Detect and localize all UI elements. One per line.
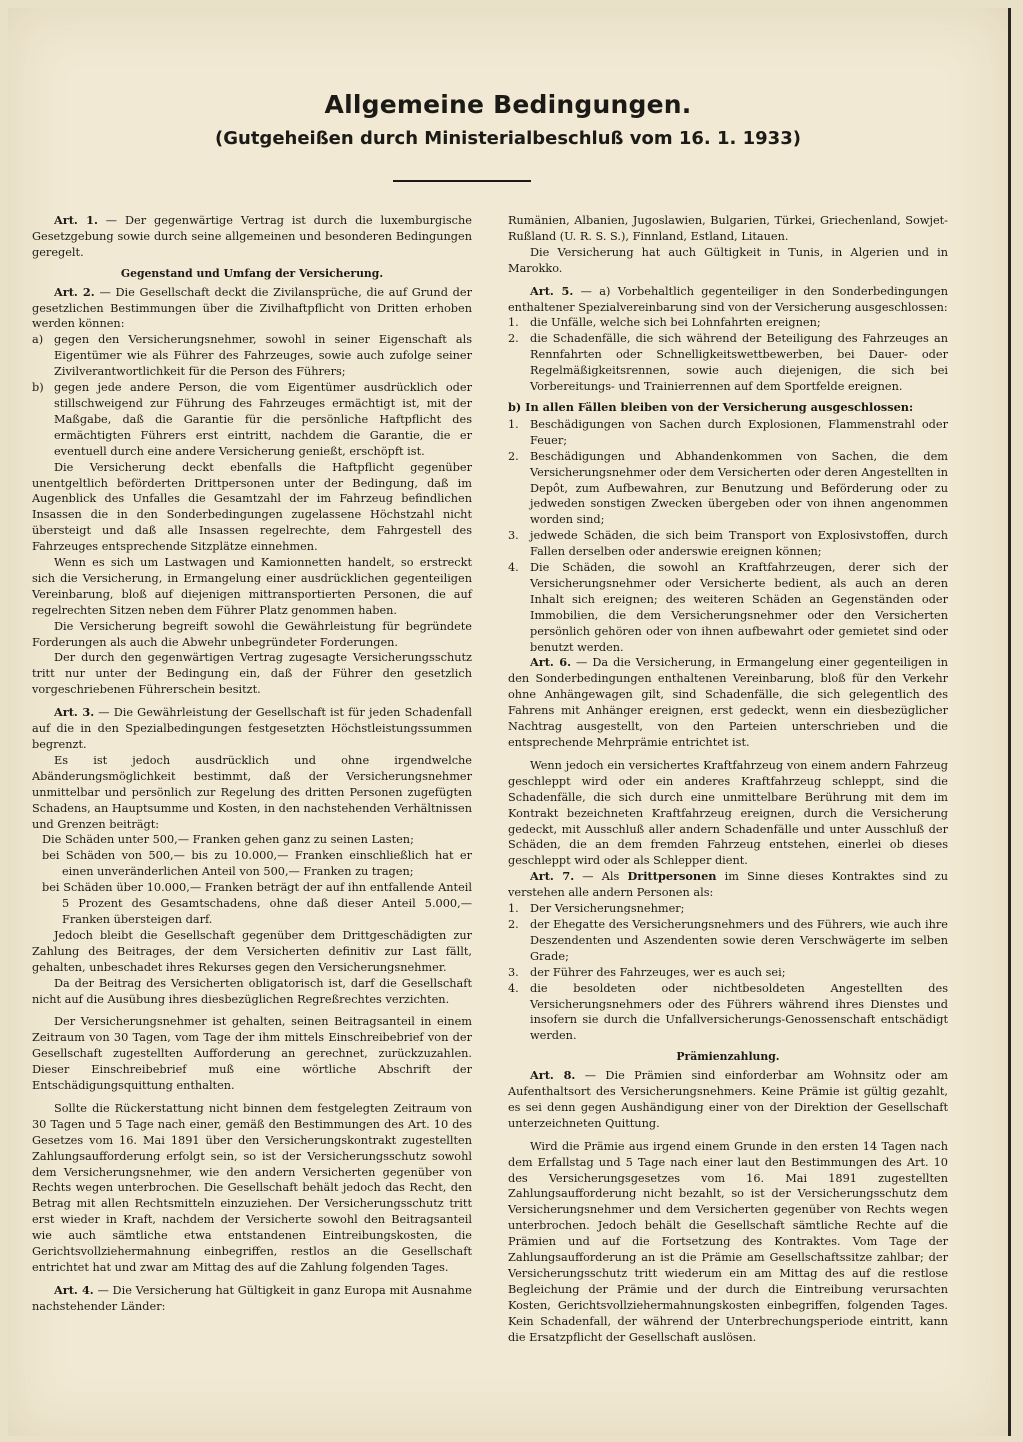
list-item [508,981,948,1045]
list-text: der Ehegatte des Versicherungsnehmers und des Führers, wie auch ihre Deszendenten und Aszendenten sowie deren Verschwägerte im selben Grade; [530,917,948,963]
article-text: im Sinne dieses Kontraktes sind zu verstehen alle andern Personen als: [508,870,948,900]
section-heading-scope: Gegenstand und Umfang der Versicherung. [120,266,384,280]
article-label: Art. 5. [530,283,574,298]
list-marker: b) [32,381,44,395]
list-marker: 3. [508,529,519,543]
right-column [508,213,948,1346]
article-label: Art. 4. [54,1282,94,1297]
article-text: — Die Gewährleistung der Gesellschaft ist für jeden Schadenfall auf die in den Spezialbedingungen festgesetzten Höchstleistungssummen begrenzt. [32,706,472,751]
list-item [508,528,948,560]
list-text: gegen jede andere Person, die vom Eigentümer ausdrücklich oder stillschweigend zur Führung des Fahrzeuges ermächtigt ist, mit der Maßgabe, daß die Garantie für die persönliche Haftpflicht des ermächtigten Führers erst eintritt, nachdem die Garantie, die er eventuell durch eine andere Versicherung genießt, erschöpft ist. [54,381,472,458]
list-item [508,331,948,395]
list-marker: 4. [508,561,519,575]
paragraph: Jedoch bleibt die Gesellschaft gegenüber dem Drittgeschädigten zur Zahlung des Beitrages, der dem Versicherten definitiv zur Last fällt, gehalten, unbeschadet ihres Rekurses gegen den Versicherungsnehmer. [32,928,472,974]
paragraph: Der Versicherungsnehmer ist gehalten, seinen Beitragsanteil in einem Zeitraum von 30 Tagen, vom Tage der ihm mittels Einschreibebrief von der Gesellschaft zugestellten Aufforderung an gerechnet, zurückzuzahlen. Dieser Einschreibebrief muß eine wörtliche Abschrift der Entschädigungsquittung enthalten. [32,1015,472,1093]
list-marker: 3. [508,965,519,979]
article-text: — Die Gesellschaft deckt die Zivilansprüche, die auf Grund der gesetzlichen Bestimmungen über die Zivilhaftpflicht von Dritten erhoben werden können: [32,285,472,331]
list-item [508,917,948,965]
paragraph: Der durch den gegenwärtigen Vertrag zugesagte Versicherungsschutz tritt nur unter der Bedingung ein, daß der Führer den gesetzlich vorgeschriebenen Führerschein besitzt. [32,651,472,697]
article-5 [508,284,948,316]
list-marker: 1. [508,902,519,916]
article-4 [32,1283,472,1315]
article-2 [32,285,472,333]
list-text: Die Schäden, die sowohl an Kraftfahrzeugen, derer sich der Versicherungsnehmer oder Versicherte bedient, als auch an deren Inhalt sich ereignen; des weiteren Schäden an Gegenständen oder Immobilien, die dem Versicherungsnehmer oder den Versicherten persönlich gehören oder von ihnen aufbewahrt oder gemietet sind oder benutzt werden. [530,561,948,654]
list-item [508,560,948,655]
paragraph: Wenn es sich um Lastwagen und Kamionnetten handelt, so erstreckt sich die Versicherung, in Ermangelung einer ausdrücklichen gegenteiligen Vereinbarung, bloß auf diejenigen mittransportierten Personen, die auf regelrechten Sitzen neben dem Führer Platz genommen haben. [32,556,472,617]
list-text: die besoldeten oder nichtbesoldeten Angestellten des Versicherungsnehmers oder des Führers während ihres Dienstes und insofern sie durch die Unfallversicherungs-Genossenschaft entschädigt werden. [530,981,948,1043]
article-1 [32,213,472,261]
list-text: jedwede Schäden, die sich beim Transport von Explosivstoffen, durch Fallen derselben oder anderswie ereignen können; [530,529,948,559]
list-text: Der Versicherungsnehmer; [530,902,685,916]
article-text: — Die Prämien sind einforderbar am Wohnsitz oder am Aufenthaltsort des Versicherungsnehmers. Keine Prämie ist gültig gezahlt, es sei denn gegen Aushändigung einer von der Direktion der Gesellschaft unterzeichneten Quittung. [508,1069,948,1130]
article-text: — a) Vorbehaltlich gegenteiliger in den Sonderbedingungen enthaltener Spezialvereinbarung sind von der Versicherung ausgeschlossen: [508,284,948,314]
article-label: Art. 3. [54,705,95,720]
article-label: Art. 6. [530,655,572,670]
article-label: Art. 1. [54,213,98,227]
list-item [508,315,948,331]
title-divider [393,180,531,182]
list-marker: 1. [508,316,519,330]
document-title: Allgemeine Bedingungen. [324,90,692,119]
section-heading-premium: Prämienzahlung. [676,1050,780,1064]
article-label: Art. 2. [54,284,95,299]
article-7 [508,869,948,901]
list-marker: 4. [508,981,519,995]
list-text: der Führer des Fahrzeuges, wer es auch sei; [530,965,786,979]
article-label: Art. 7. [530,869,575,884]
list-item [508,417,948,449]
article-text: — Die Versicherung hat Gültigkeit in ganz Europa mit Ausnahme nachstehender Länder: [32,1283,472,1313]
list-marker: 2. [508,332,519,346]
list-text: die Unfälle, welche sich bei Lohnfahrten ereignen; [530,316,821,330]
paragraph: Da der Beitrag des Versicherten obligatorisch ist, darf die Gesellschaft nicht auf die Ausübung ihres diesbezüglichen Regreßrechtes verzichten. [32,976,472,1006]
list-item [508,965,948,981]
deductible-item: Die Schäden unter 500,— Franken gehen ganz zu seinen Lasten; [42,833,414,847]
paragraph: Rumänien, Albanien, Jugoslawien, Bulgarien, Türkei, Griechenland, Sowjet-Rußland (U. R. S. S.), Finnland, Estland, Litauen. [508,214,948,243]
document-page [8,8,1011,1436]
paragraph: Die Versicherung begreift sowohl die Gewährleistung für begründete Forderungen als auch die Abwehr unbegründeter Forderungen. [32,619,472,649]
list-marker: 1. [508,417,519,431]
deductible-item: bei Schäden von 500,— bis zu 10.000,— Franken einschließlich hat er einen unveränderlichen Anteil von 500,— Franken zu tragen; [42,849,472,879]
list-item [32,332,472,380]
article-text: — Der gegenwärtige Vertrag ist durch die luxemburgische Gesetzgebung sowie durch seine allgemeinen und besonderen Bedingungen geregelt. [32,214,472,259]
list-item [508,449,948,529]
article-text: — Als [574,870,628,884]
paragraph: Die Versicherung hat auch Gültigkeit in Tunis, in Algerien und in Marokko. [508,245,948,275]
bold-term: Drittpersonen [627,869,717,884]
list-marker: a) [32,333,44,347]
paragraph: Wird die Prämie aus irgend einem Grunde in den ersten 14 Tagen nach dem Erfallstag und 5 Tage nach einer laut den Bestimmungen des Art. 10 des Versicherungsgesetzes vom 16. Mai 1891 zugestellten Zahlungsaufforderung nicht bezahlt, so ist der Versicherungsschutz dem Versicherungsnehmer und dem Versicherten gegenüber von Rechts wegen unterbrochen. Jedoch behält die Gesellschaft sämtliche Rechte auf die Prämien und auf die Fortsetzung des Kontraktes. Vom Tage der Zahlungsaufforderung an ist die Prämie am Gesellschaftssitze zahlbar; der Versicherungsschutz tritt wiederum ein am Mittag des auf die restlose Begleichung der Prämie und der durch die Eintreibung verursachten Kosten, Gerichtsvollziehermahnungskosten einbegriffen, folgenden Tages. Kein Schadenfall, der während der Unterbrechungsperiode eintritt, kann die Ersatzpflicht der Gesellschaft auslösen. [508,1139,948,1344]
list-text: Beschädigungen und Abhandenkommen von Sachen, die dem Versicherungsnehmer oder dem Versicherten oder deren Angestellten in Depôt, zum Aufbewahren, zur Benutzung und Beförderung oder zu jedweden sonstigen Zwecken übergeben oder von ihnen angenommen worden sind; [530,449,948,527]
article-3 [32,705,472,753]
list-marker: 2. [508,917,519,931]
deductible-item: bei Schäden über 10.000,— Franken beträgt der auf ihn entfallende Anteil 5 Prozent des Gesamtschadens, ohne daß dieser Anteil 5.000,— Franken übersteigen darf. [42,881,472,926]
list-marker: 2. [508,449,519,463]
paragraph: Die Versicherung deckt ebenfalls die Haftpflicht gegenüber unentgeltlich beförderten Drittpersonen unter der Bedingung, daß im Augenblick des Unfalles die Gesamtzahl der im Fahrzeug befindlichen Insassen die in den Sonderbedingungen zugelassene Höchstzahl nicht übersteigt und daß alle Insassen regelrechte, dem Fahrgestell des Fahrzeuges entsprechende Sitzplätze einnehmen. [32,460,472,554]
left-column [32,213,472,1315]
document-subtitle: (Gutgeheißen durch Ministerialbeschluß vom 16. 1. 1933) [215,128,801,149]
list-item [508,901,948,917]
paragraph: Es ist jedoch ausdrücklich und ohne irgendwelche Abänderungsmöglichkeit bestimmt, daß der Versicherungsnehmer unmittelbar und persönlich zur Regelung des dritten Personen zugefügten Schadens, an Hauptsumme und Kosten, in den nachstehenden Verhältnissen und Grenzen beiträgt: [32,753,472,831]
article-8 [508,1068,948,1132]
paragraph: Sollte die Rückerstattung nicht binnen dem festgelegten Zeitraum von 30 Tagen und 5 Tage nach einer, gemäß den Bestimmungen des Art. 10 des Gesetzes vom 16. Mai 1891 über den Versicherungskontrakt zugestellten Zahlungsaufforderung erfolgt sein, so ist der Versicherungsschutz sowohl dem Versicherungsnehmer, wie den andern Versicherten gegenüber von Rechts wegen unterbrochen. Die Gesellschaft behält jedoch das Recht, den Betrag mit allen Rechtsmitteln einzuziehen. Der Versicherungsschutz tritt erst wieder in Kraft, nachdem der Versicherte sowohl den Beitragsanteil wie auch sämtliche etwa entstandenen Eintreibungskosten, die Gerichtsvollziehermahnung einbegriffen, restlos an die Gesellschaft entrichtet hat und zwar am Mittag des auf die Zahlung folgenden Tages. [32,1101,472,1274]
paragraph: Wenn jedoch ein versichertes Kraftfahrzeug von einem andern Fahrzeug geschleppt wird oder ein anderes Kraftfahrzeug schleppt, sind die Schadenfälle, die sich durch eine unmittelbare Berührung mit dem im Kontrakt bezeichneten Kraftfahrzeug ereignen, durch die Versicherung gedeckt, mit Ausschluß aller andern Schadenfälle und unter Ausschluß der Schäden, die an dem fremden Fahrzeug entstehen, einerlei ob dieses geschleppt wird oder als Schlepper dient. [508,758,948,868]
section-heading-exclusions: b) In allen Fällen bleiben von der Versicherung ausgeschlossen: [508,399,914,414]
article-6 [508,655,948,750]
list-item [32,380,472,460]
list-text: Beschädigungen von Sachen durch Explosionen, Flammenstrahl oder Feuer; [530,417,948,447]
list-text: die Schadenfälle, die sich während der Beteiligung des Fahrzeuges an Rennfahrten oder Schnelligkeitswettbewerben, bei Dauer- oder Regelmäßigkeitsrennen, sowie auch diejenigen, die sich bei Vorbereitungs- und Trainierrennen auf dem Sportfelde ereignen. [530,332,948,394]
article-text: — Da die Versicherung, in Ermangelung einer gegenteiligen in den Sonderbedingungen enthaltenen Vereinbarung, bloß für den Verkehr ohne Anhängewagen gilt, sind Schadenfälle, die sich gelegentlich des Fahrens mit Anhänger ereignen, erst gedeckt, wenn ein diesbezüglicher Nachtrag ausgestellt, von den Parteien unterschrieben und die entsprechende Mehrprämie entrichtet ist. [508,656,948,749]
list-text: gegen den Versicherungsnehmer, sowohl in seiner Eigenschaft als Eigentümer wie als Führer des Fahrzeuges, sowie auch zufolge seiner Zivilverantwortlichkeit für die Person des Führers; [54,333,472,379]
article-label: Art. 8. [530,1068,576,1083]
